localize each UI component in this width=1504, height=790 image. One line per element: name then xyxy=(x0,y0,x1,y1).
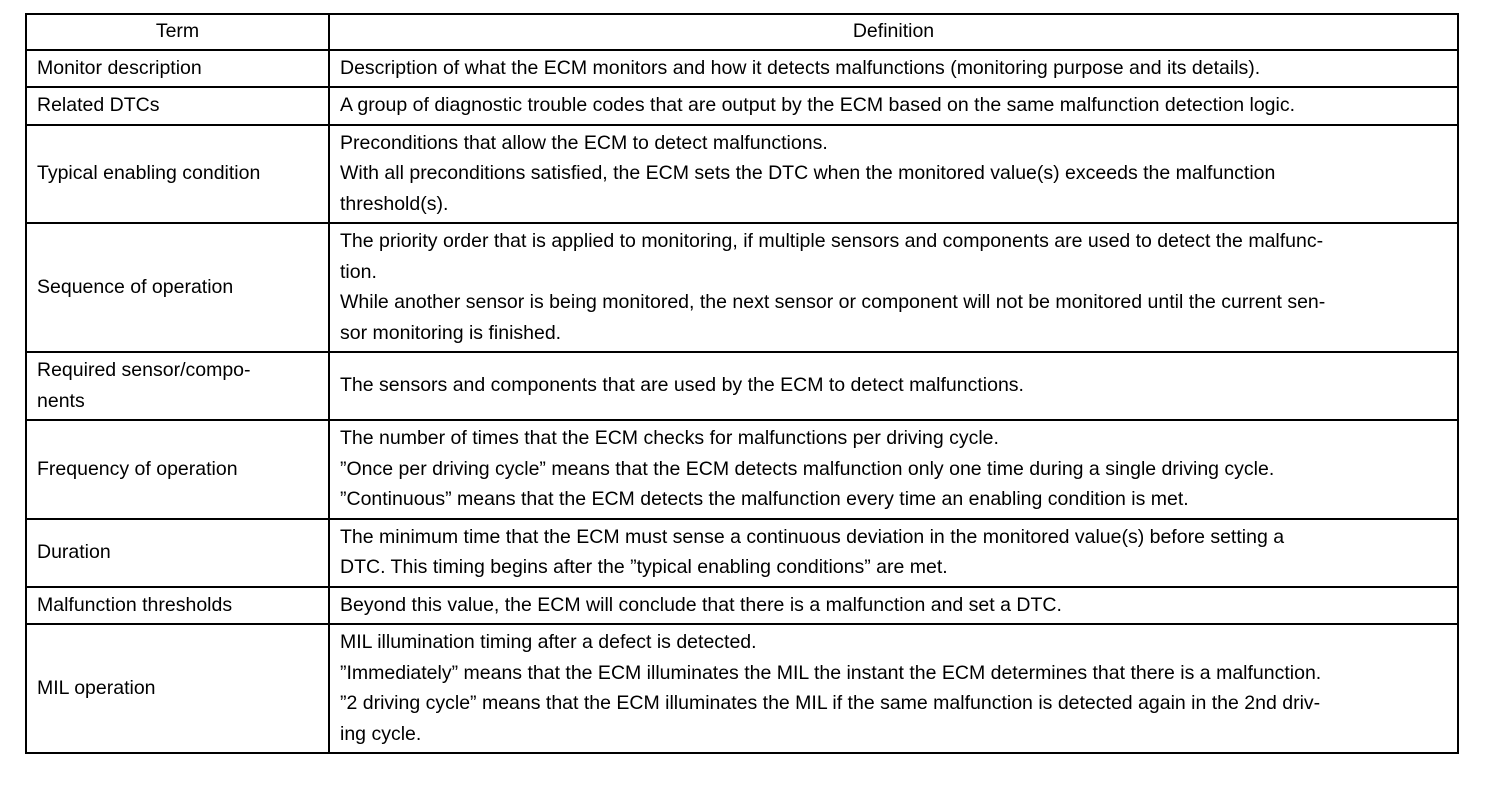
definition-text: ”Immediately” means that the ECM illuminates the MIL the instant the ECM determines that there is a malfunction. xyxy=(340,661,1322,684)
term-cell xyxy=(26,587,329,625)
term-text: Sequence of operation xyxy=(37,275,234,298)
term-text: Related DTCs xyxy=(37,94,160,116)
term-cell xyxy=(26,50,329,88)
table-row xyxy=(26,420,1458,519)
term-cell xyxy=(26,352,329,420)
term-cell xyxy=(26,223,329,352)
definition-text: MIL illumination timing after a defect is detected. xyxy=(340,631,757,653)
term-text: MIL operation xyxy=(37,676,156,699)
table-row xyxy=(26,624,1458,753)
header-row xyxy=(26,14,1458,50)
term-text: Frequency of operation xyxy=(37,457,238,480)
term-cell xyxy=(26,624,329,753)
term-cell xyxy=(26,125,329,224)
definition-text: The sensors and components that are used by the ECM to detect malfunctions. xyxy=(340,374,1024,397)
header-term: Term xyxy=(26,14,329,50)
term-cell xyxy=(26,87,329,125)
table-row xyxy=(26,223,1458,352)
definition-cell xyxy=(329,519,1458,587)
definition-text: DTC. This timing begins after the ”typical enabling conditions” are met. xyxy=(340,556,948,578)
definition-text: tion. xyxy=(340,260,377,283)
definition-text: The number of times that the ECM checks for malfunctions per driving cycle. xyxy=(340,427,999,449)
terms-definition-table xyxy=(25,13,1459,754)
definition-text: Beyond this value, the ECM will conclude that there is a malfunction and set a DTC. xyxy=(340,593,1062,616)
definition-text: Preconditions that allow the ECM to detect malfunctions. xyxy=(340,131,828,154)
definition-text: ”Once per driving cycle” means that the ECM detects malfunction only one time during a single driving cycle. xyxy=(340,457,1275,480)
definition-text: sor monitoring is finished. xyxy=(340,321,562,344)
table-row xyxy=(26,50,1458,88)
definition-text: ”Continuous” means that the ECM detects the malfunction every time an enabling condition is met. xyxy=(340,488,1189,510)
definition-cell xyxy=(329,125,1458,224)
table-body xyxy=(26,50,1458,754)
table-row xyxy=(26,87,1458,125)
definition-cell xyxy=(329,624,1458,753)
term-text: Malfunction thresholds xyxy=(37,593,233,616)
term-text: Monitor description xyxy=(37,56,202,79)
table-row xyxy=(26,125,1458,224)
definition-cell xyxy=(329,352,1458,420)
definition-text: A group of diagnostic trouble codes that are output by the ECM based on the same malfunction detection logic. xyxy=(340,94,1296,116)
definition-cell xyxy=(329,587,1458,625)
definition-cell xyxy=(329,50,1458,88)
term-text: Typical enabling condition xyxy=(37,162,261,184)
definition-text: ”2 driving cycle” means that the ECM illuminates the MIL if the same malfunction is detected again in the 2nd driv- xyxy=(340,692,1321,714)
definition-text: threshold(s). xyxy=(340,192,449,215)
term-text: nents xyxy=(37,389,85,412)
term-text: Required sensor/compo- xyxy=(37,359,251,381)
definition-text: The priority order that is applied to monitoring, if multiple sensors and components are used to detect the malfunc- xyxy=(340,230,1324,252)
table-row xyxy=(26,587,1458,625)
definition-cell xyxy=(329,87,1458,125)
term-text: Duration xyxy=(37,540,111,563)
definition-cell xyxy=(329,420,1458,519)
header-definition: Definition xyxy=(329,14,1458,50)
definition-text: The minimum time that the ECM must sense a continuous deviation in the monitored value(s) before setting a xyxy=(340,525,1285,548)
definition-text: With all preconditions satisfied, the ECM sets the DTC when the monitored value(s) exceeds the malfunction xyxy=(340,162,1276,184)
definition-text: ing cycle. xyxy=(340,722,422,745)
table-row xyxy=(26,352,1458,420)
table-row xyxy=(26,519,1458,587)
definition-text: Description of what the ECM monitors and how it detects malfunctions (monitoring purpose and its details). xyxy=(340,56,1261,79)
definition-text: While another sensor is being monitored, the next sensor or component will not be monitored until the current sen- xyxy=(340,291,1326,313)
term-cell xyxy=(26,519,329,587)
definition-cell xyxy=(329,223,1458,352)
term-cell xyxy=(26,420,329,519)
